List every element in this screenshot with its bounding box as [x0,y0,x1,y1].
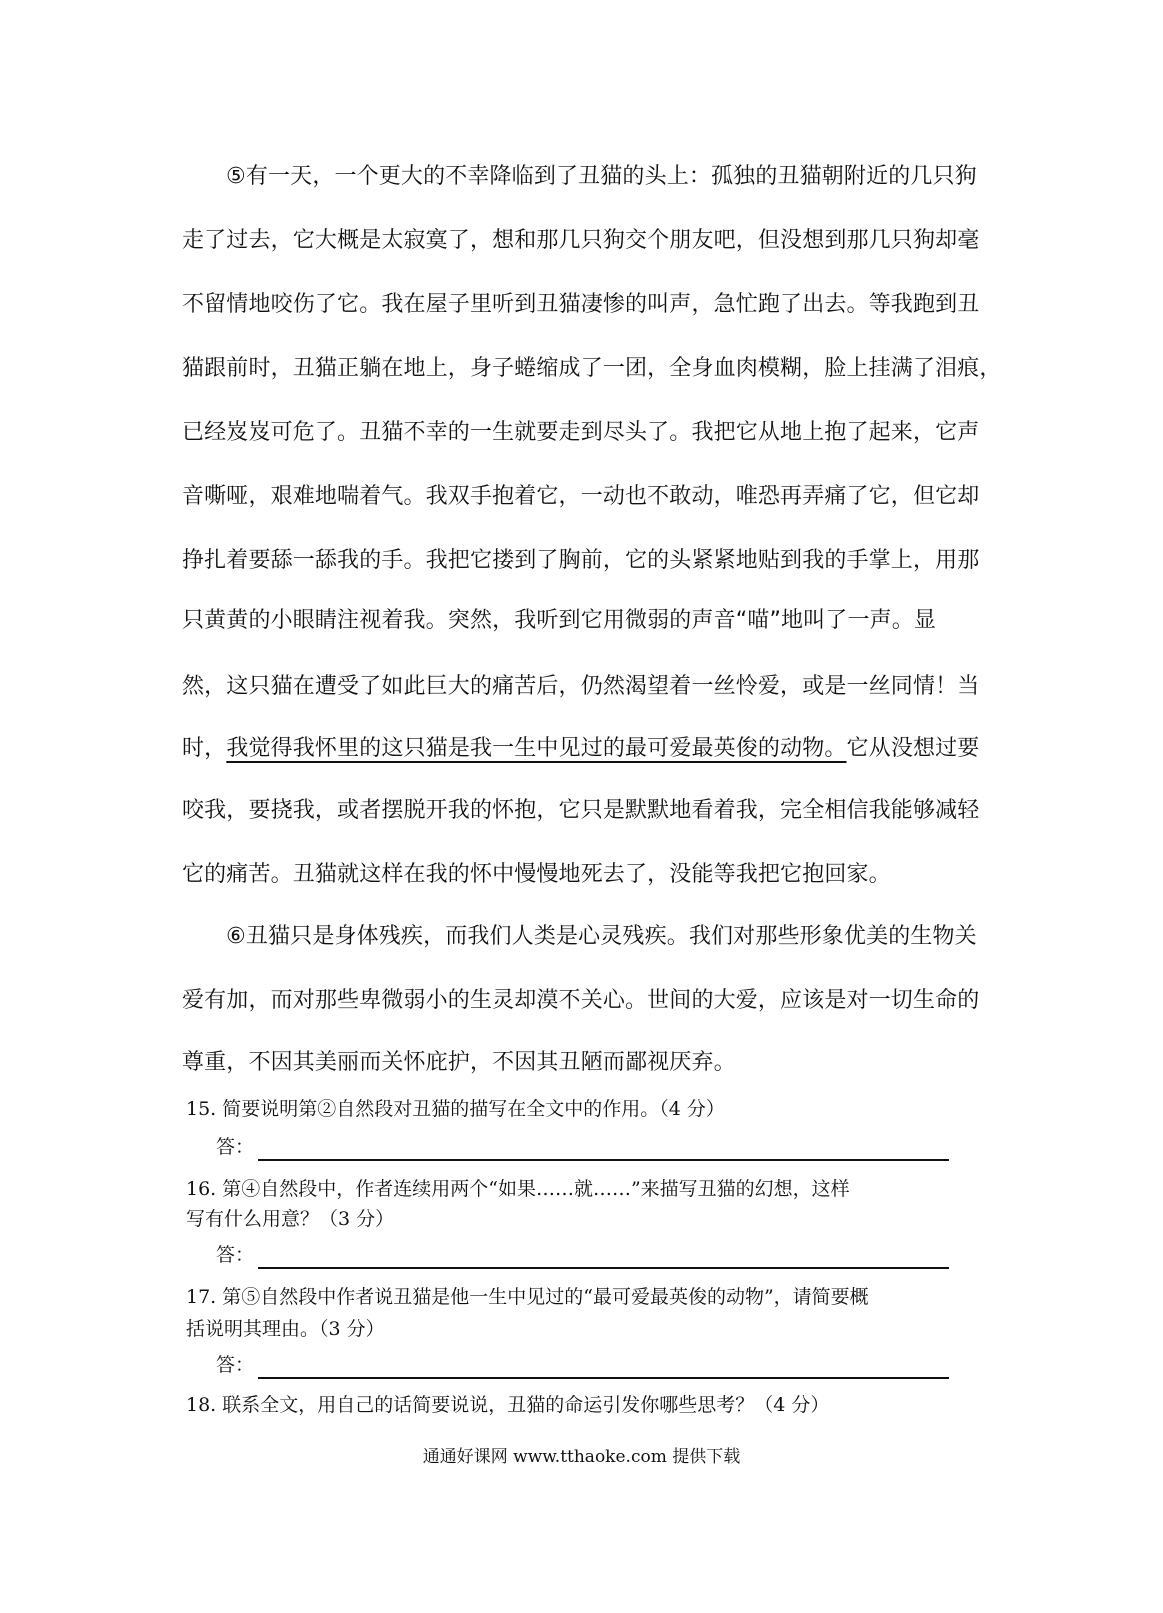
answer-line[interactable] [258,1159,949,1161]
answer-line[interactable] [258,1267,949,1269]
passage-line: 音嘶哑，艰难地喘着气。我双手抱着它，一动也不敢动，唯恐再弄痛了它，但它却 [182,484,980,509]
answer-line[interactable] [258,1377,949,1379]
passage-line: 爱有加，而对那些卑微弱小的生灵却漠不关心。世间的大爱，应该是对一切生命的 [182,988,980,1013]
underlined-sentence: 我觉得我怀里的这只猫是我一生中见过的最可爱最英俊的动物。 [226,736,847,761]
question-15: 15. 简要说明第②自然段对丑猫的描写在全文中的作用。（4 分） [186,1098,725,1120]
answer-label: 答： [216,1244,255,1266]
page-footer: 通通好课网 www.tthaoke.com 提供下载 [422,1447,741,1467]
question-17: 17. 第⑤自然段中作者说丑猫是他一生中见过的“最可爱最英俊的动物”，请简要概 [186,1286,869,1308]
passage-line: 已经岌岌可危了。丑猫不幸的一生就要走到尽头了。我把它从地上抱了起来，它声 [182,420,980,445]
question-17-cont: 括说明其理由。（3 分） [186,1318,385,1340]
answer-row-16[interactable] [216,1242,949,1272]
passage-line: 只黄黄的小眼睛注视着我。突然，我听到它用微弱的声音“喵”地叫了一声。显 [182,608,937,633]
passage-line: ⑥丑猫只是身体残疾，而我们人类是心灵残疾。我们对那些形象优美的生物关 [226,924,977,949]
answer-row-17[interactable] [216,1352,949,1382]
answer-row-15[interactable] [216,1134,949,1164]
line-start: 时， [182,736,227,761]
passage-line: 挣扎着要舔一舔我的手。我把它搂到了胸前，它的头紧紧地贴到我的手掌上，用那 [182,548,980,573]
passage-line: 猫跟前时，丑猫正躺在地上，身子蜷缩成了一团，全身血肉模糊，脸上挂满了泪痕， [182,356,1002,381]
passage-line: 它的痛苦。丑猫就这样在我的怀中慢慢地死去了，没能等我把它抱回家。 [182,862,891,887]
passage-line: 不留情地咬伤了它。我在屋子里听到丑猫凄惨的叫声，急忙跑了出去。等我跑到丑 [182,292,980,317]
answer-label: 答： [216,1354,255,1376]
passage-line: ⑤有一天，一个更大的不幸降临到了丑猫的头上：孤独的丑猫朝附近的几只狗 [226,164,977,189]
question-16-cont: 写有什么用意？（3 分） [186,1208,395,1230]
passage-line: 尊重，不因其美丽而关怀庇护，不因其丑陋而鄙视厌弃。 [182,1050,736,1075]
passage-line: 咬我，要挠我，或者摆脱开我的怀抱，它只是默默地看着我，完全相信我能够减轻 [182,798,980,823]
passage-line: 走了过去，它大概是太寂寞了，想和那几只狗交个朋友吧，但没想到那几只狗却毫 [182,228,980,253]
question-16: 16. 第④自然段中，作者连续用两个“如果……就……”来描写丑猫的幻想，这样 [186,1178,850,1200]
line-end: 它从没想过要 [846,736,980,761]
answer-label: 答： [216,1136,255,1158]
question-18: 18. 联系全文，用自己的话简要说说，丑猫的命运引发你哪些思考？（4 分） [186,1394,830,1416]
passage-line-underlined-sentence [182,734,979,764]
passage-line: 然，这只猫在遭受了如此巨大的痛苦后，仍然渴望着一丝怜爱，或是一丝同情！当 [182,674,980,699]
